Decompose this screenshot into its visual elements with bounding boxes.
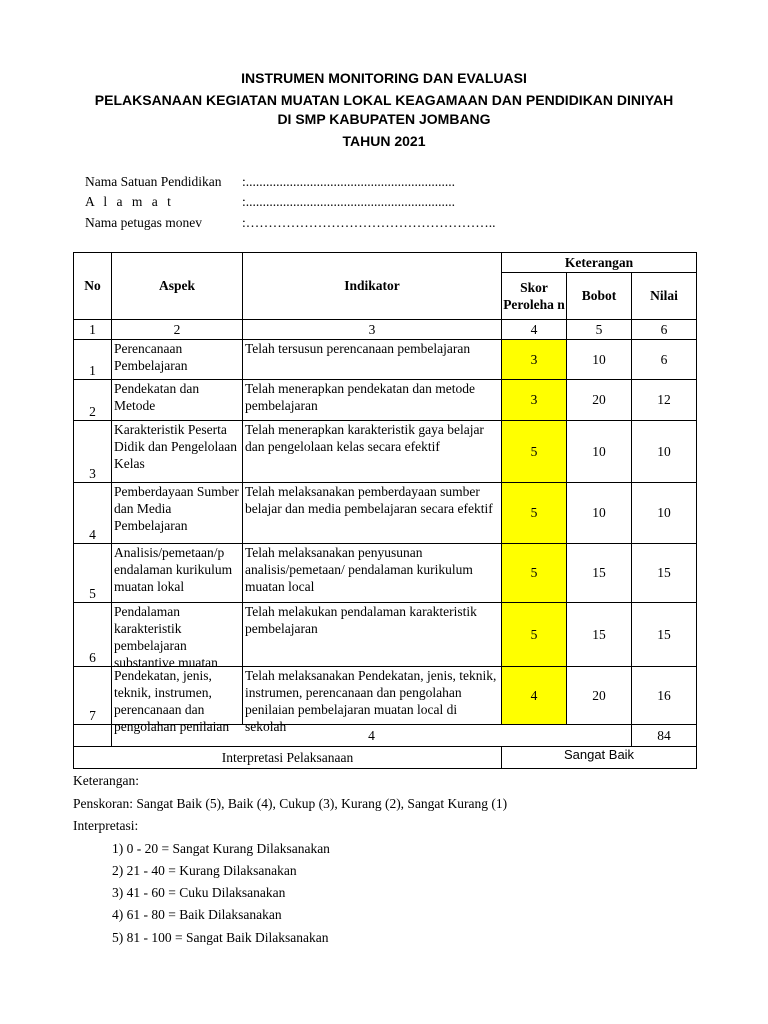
row-indikator	[243, 667, 502, 734]
row-bobot: 20	[567, 667, 632, 725]
interpretasi-label: Interpretasi Pelaksanaan	[74, 747, 502, 769]
row-number: 1	[74, 340, 112, 380]
info-value: :..............................................................	[242, 174, 456, 189]
table-row	[74, 667, 697, 725]
total-nilai: 84	[632, 725, 697, 747]
row-aspek	[112, 544, 243, 603]
row-aspek: Perencanaan Pembelajaran	[112, 340, 243, 380]
total-skor: 4	[112, 725, 632, 747]
notes-keterangan: Keterangan:	[73, 773, 139, 788]
header-skor: Skor Peroleha n	[502, 273, 567, 320]
row-number: 6	[74, 603, 112, 667]
column-number-row	[74, 320, 697, 340]
row-aspek: Karakteristik Peserta Didik dan Pengelolaan Kelas	[112, 421, 243, 483]
row-nilai: 10	[632, 483, 697, 544]
info-label: Nama petugas monev	[85, 215, 202, 230]
row-nilai: 10	[632, 421, 697, 483]
column-number: 4	[502, 320, 567, 340]
column-number: 1	[74, 320, 112, 340]
table-row	[74, 340, 697, 380]
interpretasi-item: 2) 21 - 40 = Kurang Dilaksanakan	[112, 863, 297, 878]
row-aspek-text: Pendekatan, jenis, teknik, instrumen, perencanaan dan pengolahan penilaian	[114, 668, 230, 734]
table-row	[74, 483, 697, 544]
row-number: 5	[74, 544, 112, 603]
interpretasi-item: 1) 0 - 20 = Sangat Kurang Dilaksanakan	[112, 841, 330, 856]
row-aspek-text: Pendalaman karakteristik pembelajaran substantive muatan	[114, 604, 218, 670]
row-indikator: Telah menerapkan karakteristik gaya belajar dan pengelolaan kelas secara efektif	[243, 421, 502, 483]
column-number: 5	[567, 320, 632, 340]
row-skor: 5	[502, 421, 567, 483]
info-label: Nama Satuan Pendidikan	[85, 174, 222, 189]
row-bobot: 10	[567, 483, 632, 544]
column-number: 6	[632, 320, 697, 340]
row-skor: 5	[502, 483, 567, 544]
total-empty	[74, 725, 112, 747]
row-number: 4	[74, 483, 112, 544]
row-nilai: 12	[632, 380, 697, 421]
header-no: No	[74, 253, 112, 320]
interpretasi-item: 3) 41 - 60 = Cuku Dilaksanakan	[112, 885, 286, 900]
column-number: 2	[112, 320, 243, 340]
row-number: 2	[74, 380, 112, 421]
title-line-3: DI SMP KABUPATEN JOMBANG	[277, 111, 491, 127]
header-indikator: Indikator	[243, 253, 502, 320]
interpretasi-value: Sangat Baik	[502, 747, 697, 769]
row-indikator: Telah melaksanakan pemberdayaan sumber belajar dan media pembelajaran secara efektif	[243, 483, 502, 544]
table-row	[74, 380, 697, 421]
row-bobot: 15	[567, 544, 632, 603]
row-indikator: Telah melaksanakan penyusunan analisis/pemetaan/ pendalaman kurikulum muatan local	[243, 544, 502, 603]
interpretasi-row	[74, 747, 697, 769]
row-nilai: 6	[632, 340, 697, 380]
row-skor: 5	[502, 603, 567, 667]
row-indikator-text: Telah melaksanakan Pendekatan, jenis, teknik, instrumen, perencanaan dan pengolahan penilaian pembelajaran muatan local di sekolah	[245, 668, 497, 734]
header-nilai: Nilai	[632, 273, 697, 320]
info-value: :………………………………………………..	[242, 215, 496, 230]
row-skor: 3	[502, 340, 567, 380]
title-line-1: INSTRUMEN MONITORING DAN EVALUASI	[241, 70, 527, 86]
row-bobot: 20	[567, 380, 632, 421]
header-keterangan: Keterangan	[502, 253, 697, 273]
header-aspek: Aspek	[112, 253, 243, 320]
row-nilai: 16	[632, 667, 697, 725]
row-bobot: 10	[567, 340, 632, 380]
row-number: 7	[74, 667, 112, 725]
row-bobot: 15	[567, 603, 632, 667]
row-number: 3	[74, 421, 112, 483]
interpretasi-item: 4) 61 - 80 = Baik Dilaksanakan	[112, 907, 282, 922]
column-number: 3	[243, 320, 502, 340]
row-aspek	[112, 603, 243, 670]
table-row	[74, 603, 697, 667]
row-bobot: 10	[567, 421, 632, 483]
header-bobot: Bobot	[567, 273, 632, 320]
info-label: A l a m a t	[85, 194, 174, 209]
table-row	[74, 544, 697, 603]
row-skor: 3	[502, 380, 567, 421]
info-value: :..............................................................	[242, 194, 456, 209]
row-indikator: Telah melakukan pendalaman karakteristik pembelajaran	[243, 603, 502, 667]
notes-interpretasi: Interpretasi:	[73, 818, 139, 833]
row-aspek-text: Analisis/pemetaan/p endalaman kurikulum muatan lokal	[114, 545, 233, 594]
monev-table	[73, 252, 697, 769]
row-aspek	[112, 667, 243, 734]
interpretasi-item: 5) 81 - 100 = Sangat Baik Dilaksanakan	[112, 930, 329, 945]
notes-penskoran: Penskoran: Sangat Baik (5), Baik (4), Cukup (3), Kurang (2), Sangat Kurang (1)	[73, 796, 508, 811]
row-skor: 5	[502, 544, 567, 603]
row-indikator: Telah menerapkan pendekatan dan metode pembelajaran	[243, 380, 502, 421]
table-row	[74, 421, 697, 483]
title-line-2: PELAKSANAAN KEGIATAN MUATAN LOKAL KEAGAMAAN DAN PENDIDIKAN DINIYAH	[94, 92, 674, 108]
title-line-4: TAHUN 2021	[342, 133, 426, 149]
row-skor: 4	[502, 667, 567, 725]
row-nilai: 15	[632, 603, 697, 667]
row-nilai: 15	[632, 544, 697, 603]
row-aspek: Pendekatan dan Metode	[112, 380, 243, 421]
row-aspek: Pemberdayaan Sumber dan Media Pembelajaran	[112, 483, 243, 544]
row-indikator: Telah tersusun perencanaan pembelajaran	[243, 340, 502, 380]
